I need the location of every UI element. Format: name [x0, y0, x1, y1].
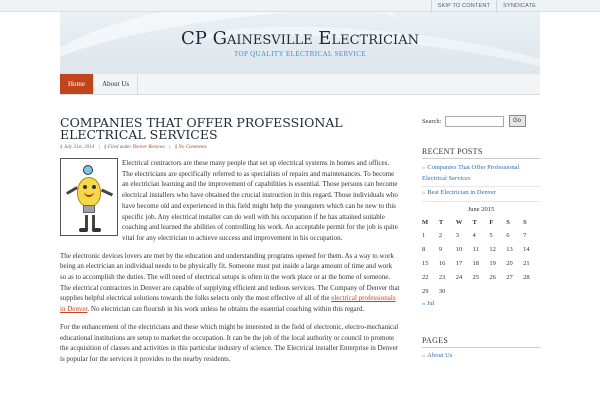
- calendar-day: 8: [422, 246, 426, 253]
- calendar-day: 18: [472, 260, 480, 267]
- calendar-day: 7: [523, 232, 527, 239]
- main-navigation: [60, 74, 540, 95]
- post-title[interactable]: [60, 117, 400, 141]
- nav-item-home[interactable]: Home: [60, 74, 94, 94]
- recent-post-item[interactable]: [422, 162, 540, 187]
- calendar-day-header: T: [472, 218, 477, 226]
- calendar-day: 23: [438, 274, 446, 281]
- calendar-day: 21: [523, 260, 530, 267]
- paragraph-2: [60, 251, 400, 315]
- calendar-day: [456, 285, 473, 299]
- bullet-icon: »: [422, 352, 426, 359]
- calendar-day: 1: [422, 232, 426, 239]
- calendar-day: 10: [455, 246, 463, 253]
- calendar-day: 29: [422, 288, 429, 295]
- calendar-day: 16: [438, 260, 446, 267]
- top-utility-bar: [0, 0, 600, 12]
- calendar-caption: June 2015: [467, 205, 495, 213]
- calendar-day: 20: [506, 260, 513, 267]
- calendar-day: 14: [523, 246, 530, 253]
- calendar-day: 27: [506, 274, 513, 281]
- calendar-day: 6: [506, 232, 510, 239]
- recent-post-2-link[interactable]: Best Electrician in Denver: [427, 189, 497, 196]
- utility-links: [431, 0, 542, 12]
- calendar-day-header: T: [438, 218, 444, 226]
- folder-icon: §: [104, 145, 107, 150]
- page-about-us-link[interactable]: About Us: [427, 352, 453, 359]
- calendar-day: 26: [489, 274, 496, 281]
- calendar-day: 28: [523, 274, 530, 281]
- bulb-mascot-image: [60, 158, 118, 236]
- calendar-day: 11: [472, 246, 479, 253]
- pages-list: [422, 351, 540, 360]
- calendar-prev-month-link[interactable]: « Jul: [422, 299, 435, 307]
- calendar-day: [489, 285, 506, 299]
- search-form: [422, 114, 540, 128]
- syndicate-link[interactable]: SYNDICATE: [496, 0, 542, 12]
- nav-item-about-us[interactable]: About Us: [94, 74, 138, 94]
- site-title[interactable]: CP Gainesville Electrician: [181, 28, 419, 49]
- calendar-day: 2: [438, 232, 443, 239]
- meta-separator: |: [98, 145, 100, 150]
- sidebar: [422, 114, 540, 307]
- bullet-icon: »: [422, 164, 426, 171]
- calendar-week-row: [422, 257, 540, 271]
- recent-posts-widget: [422, 147, 540, 202]
- calendar-day-header: F: [489, 218, 494, 226]
- filed-under-label: Filed under: [107, 145, 132, 150]
- calendar-day-header: W: [455, 218, 463, 226]
- category-link[interactable]: Denver Reviews: [132, 145, 165, 150]
- calendar-day: 5: [489, 232, 493, 239]
- comments-link[interactable]: No Comments: [178, 145, 207, 150]
- search-label: Search:: [422, 117, 442, 125]
- meta-separator-2: |: [169, 145, 171, 150]
- recent-posts-title: RECENT POSTS: [422, 147, 540, 159]
- paragraph-2-tail: . No electrician can flourish in his work unless he obtains the essential coaching within this regard.: [87, 305, 365, 314]
- calendar-day: 3: [455, 232, 459, 239]
- calendar-week-row: [422, 229, 540, 243]
- recent-posts-list: [422, 162, 540, 202]
- calendar-day: [523, 285, 540, 299]
- search-input[interactable]: [445, 116, 504, 127]
- calendar-day: 24: [455, 274, 463, 281]
- post-meta: [60, 145, 400, 150]
- calendar-table: [422, 216, 540, 299]
- recent-post-1-link[interactable]: Companies That Offer Professional Electrical Services: [422, 164, 520, 182]
- calendar-day: 30: [438, 288, 446, 295]
- main-content: [60, 117, 400, 372]
- calendar-widget: [422, 206, 540, 307]
- site-header: [60, 12, 540, 74]
- calendar-day-header: S: [506, 218, 510, 226]
- calendar-day: 9: [438, 246, 443, 253]
- page-item[interactable]: [422, 351, 540, 360]
- calendar-day: [506, 285, 523, 299]
- calendar-day: 4: [472, 232, 476, 239]
- calendar-day-header: S: [523, 218, 527, 226]
- site-tagline: TOP QUALITY ELECTRICAL SERVICE: [233, 50, 367, 58]
- post-body: [60, 158, 400, 365]
- calendar-day: [473, 285, 490, 299]
- paragraph-1-text: Electrical contractors are these many people that set up electrical systems in homes and offices. The electricians are specifically referred to as specialists of repairs and maintenances. To become an electrician learning and the improvement of capabilities is essential. Those persons can become electrical installers who have obtained the crucial instruction in this regard. Those individuals who have become old and experienced in this field might help the youngsters which can be new to this specific job. Any electrical installer can do well with his occupation if he has attained suitable coaching and learned the abilities of controlling his work. An acceptable permit for the job is quite vital for any electrician to achieve success and improvement in his occupation.: [122, 159, 398, 242]
- calendar-day: 25: [472, 274, 480, 281]
- skip-to-content-link[interactable]: SKIP TO CONTENT: [431, 0, 497, 12]
- paragraph-1: [60, 158, 400, 244]
- calendar-day: 19: [489, 260, 496, 267]
- post-title-line-2[interactable]: ELECTRICAL SERVICES: [60, 127, 218, 142]
- calendar-icon: §: [60, 145, 63, 150]
- calendar-week-row: [422, 243, 540, 257]
- electrical-professionals-link[interactable]: electrical professionals in Denver: [60, 294, 396, 314]
- calendar-week-row: [422, 271, 540, 285]
- calendar-day-header: M: [422, 218, 429, 226]
- paragraph-2-text: The electronic devices lovers are met by the education and understanding programs opened for them. As a way to work being an electrician an individual needs to be physically fit. Someone must put inside a large amount of time and work so as to accomplish the duties. The will need of electrical setups is often in the work place or at the home of someone. The electrical contractors in Denver are capable of supplying efficient and tedious services. The Company of Denver that supplies helpful electrical solutions towards the folks selects only the most effective of all of the: [60, 251, 400, 303]
- calendar-day: 17: [455, 260, 463, 267]
- recent-post-item[interactable]: [422, 187, 540, 202]
- post-title-line-1[interactable]: COMPANIES THAT OFFER PROFESSIONAL: [60, 115, 343, 130]
- calendar-day: 22: [422, 274, 429, 281]
- bullet-icon: »: [422, 189, 426, 196]
- pages-widget: [422, 336, 540, 360]
- calendar-day: 13: [506, 246, 513, 253]
- search-go-button[interactable]: Go: [509, 115, 526, 127]
- calendar-day: 15: [422, 260, 429, 267]
- post-date: July 31st, 2014: [63, 145, 95, 150]
- calendar-body: [422, 229, 540, 299]
- calendar-week-row: [422, 285, 540, 299]
- pages-title: PAGES: [422, 336, 540, 348]
- paragraph-3: For the enhancement of the electricians and these which might be interested in the field of electronic, electro-mechanical educational institutions are setup to market the occupation. It can be the job of the local authority or council to promote the acquisition of classes and activities in this particular industry of science. The Electrical installer Enterprise in Denver is popular for the services it provides to the nearby residents.: [60, 322, 399, 363]
- calendar-day: 12: [489, 246, 496, 253]
- comment-icon: §: [174, 145, 178, 150]
